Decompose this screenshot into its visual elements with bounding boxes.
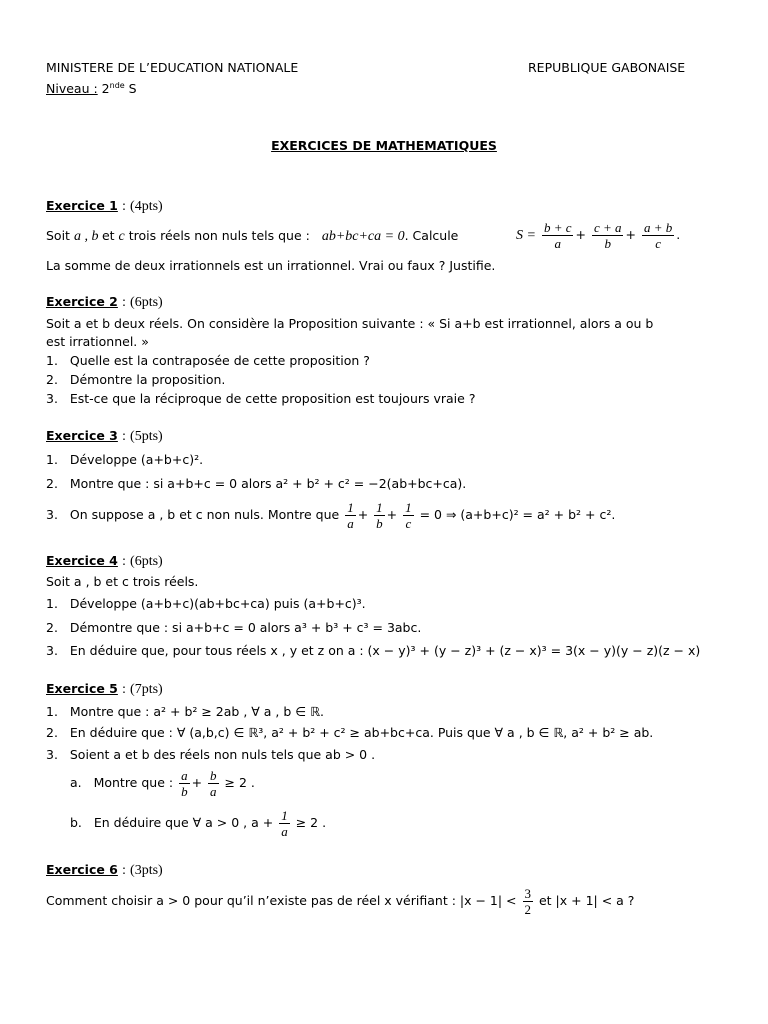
ex5-q2: 2. En déduire que : ∀ (a,b,c) ∈ ℝ³, a² + b² + c² ≥ ab+bc+ca. Puis que ∀ a , b ∈ ℝ, a² + b² ≥ ab. — [46, 725, 654, 740]
level-suffix: S — [124, 81, 137, 97]
ex2-heading: Exercice 2 — [46, 294, 118, 309]
ex2-line2: est irrationnel. » — [46, 334, 149, 349]
ex1-equation: ab+bc+ca = 0 — [321, 229, 405, 244]
ex1-s: S = — [516, 228, 536, 243]
ex2-pts: (6pts) — [130, 295, 163, 310]
ex1-heading-line: Exercice 1 : (4pts) — [46, 198, 163, 214]
ex3-heading: Exercice 3 — [46, 428, 118, 443]
ex5-q3: 3. Soient a et b des réels non nuls tels que ab > 0 . — [46, 747, 376, 762]
ex5-heading-line: Exercice 5 : (7pts) — [46, 681, 163, 697]
ex4-q1: 1. Développe (a+b+c)(ab+bc+ca) puis (a+b+c)³. — [46, 596, 366, 611]
ex4-heading-line: Exercice 4 : (6pts) — [46, 553, 163, 569]
ex1-line2: La somme de deux irrationnels est un irrationnel. Vrai ou faux ? Justifie. — [46, 258, 496, 273]
ex1-l1a: Soit — [46, 228, 74, 243]
level-line — [46, 78, 137, 97]
page-title: EXERCICES DE MATHEMATIQUES — [271, 138, 497, 153]
level-label: Niveau : — [46, 81, 98, 97]
ex1-l1b: trois réels non nuls tels que : — [124, 228, 310, 243]
ministry-header: MINISTERE DE L’EDUCATION NATIONALE — [46, 60, 299, 75]
ex3-q2: 2. Montre que : si a+b+c = 0 alors a² + b² + c² = −2(ab+bc+ca). — [46, 476, 467, 491]
ex2-q2: 2. Démontre la proposition. — [46, 372, 226, 387]
ex1-sum: S = $\frac{b + c}{a}$ + $\frac{c + a}{b}$ + $\frac{a + b}{c}$ . — [516, 220, 681, 251]
frac-3: $\frac{a + b}{c}$ — [643, 220, 673, 251]
ex5-qa: a. Montre que : $\frac{a}{b}$ + $\frac{b}{a}$ ≥ 2 . — [70, 768, 255, 799]
ex2-q1: 1. Quelle est la contraposée de cette proposition ? — [46, 353, 370, 368]
frac-b-a: $\frac{b}{a}$ — [210, 768, 217, 799]
ex5-q1: 1. Montre que : a² + b² ≥ 2ab , ∀ a , b ∈ ℝ. — [46, 704, 325, 719]
frac-1-a: $\frac{1}{a}$ — [347, 500, 354, 531]
frac-2: $\frac{c + a}{b}$ — [593, 220, 622, 251]
level-sup: nde — [109, 81, 125, 90]
frac-1-over-a: $\frac{1}{a}$ — [281, 808, 288, 839]
ex5-qb: b. En déduire que ∀ a > 0 , a + $\frac{1}{a}$ ≥ 2 . — [70, 808, 327, 839]
ex1-heading: Exercice 1 — [46, 198, 118, 213]
ex6-heading: Exercice 6 — [46, 862, 118, 877]
ex3-q1: 1. Développe (a+b+c)². — [46, 452, 204, 467]
ex2-q3: 3. Est-ce que la réciproque de cette proposition est toujours vraie ? — [46, 391, 476, 406]
ex4-q2: 2. Démontre que : si a+b+c = 0 alors a³ + b³ + c³ = 3abc. — [46, 620, 422, 635]
ex1-pts: (4pts) — [130, 199, 163, 214]
ex4-pts: (6pts) — [130, 554, 163, 569]
ex6-pts: (3pts) — [130, 863, 163, 878]
ex6-heading-line: Exercice 6 : (3pts) — [46, 862, 163, 878]
ex2-line1: Soit a et b deux réels. On considère la Proposition suivante : « Si a+b est irrationnel, alors a ou b — [46, 316, 654, 331]
frac-1-c: $\frac{1}{c}$ — [405, 500, 412, 531]
level-value: 2 — [101, 81, 110, 97]
ex4-q3: 3. En déduire que, pour tous réels x , y et z on a : (x − y)³ + (y − z)³ + (z − x)³ = 3(x − y)(y − z)(z − x) — [46, 643, 701, 658]
ex3-q3: 3. On suppose a , b et c non nuls. Montre que $\frac{1}{a}$ + $\frac{1}{b}$ + $\frac{1}{c}$ = 0 ⇒ (a+b+c)² = a² + b² + c². — [46, 500, 616, 531]
ex5-heading: Exercice 5 — [46, 681, 118, 696]
frac-3-2: $\frac{3}{2}$ — [524, 886, 531, 917]
ex2-heading-line: Exercice 2 : (6pts) — [46, 294, 163, 310]
ex1-l1c: . Calcule — [404, 228, 459, 243]
frac-1: $\frac{b + c}{a}$ — [543, 220, 572, 251]
ex5-pts: (7pts) — [130, 682, 163, 697]
ex4-heading: Exercice 4 — [46, 553, 118, 568]
frac-1-b: $\frac{1}{b}$ — [376, 500, 383, 531]
ex3-heading-line: Exercice 3 : (5pts) — [46, 428, 163, 444]
ex1-line1: Soit a , b et c trois réels non nuls tels que : ab+bc+ca = 0. Calcule — [46, 228, 459, 244]
frac-a-b: $\frac{a}{b}$ — [181, 768, 188, 799]
ex4-line1: Soit a , b et c trois réels. — [46, 574, 199, 589]
ex6-line1: Comment choisir a > 0 pour qu’il n’existe pas de réel x vérifiant : |x − 1| < $\frac{3}{2}$ et |x + 1| < a ? — [46, 886, 635, 917]
country-header: REPUBLIQUE GABONAISE — [528, 60, 686, 75]
ex3-pts: (5pts) — [130, 429, 163, 444]
